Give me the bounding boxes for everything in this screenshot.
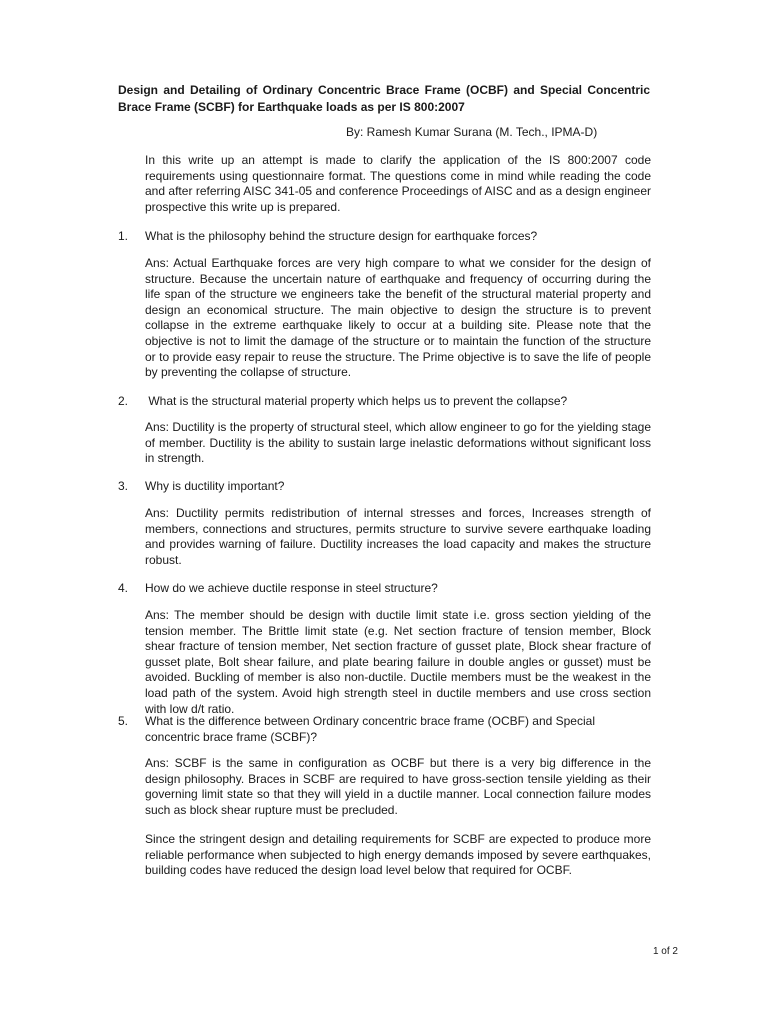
intro-paragraph: In this write up an attempt is made to clarify the application of the IS 800:2007 code requirements using questionnaire format. The questions come in mind while reading the code and after referring AISC 341-05 and conference Proceedings of AISC and as a design engineer prospective this write up is prepared. <box>145 153 651 214</box>
question-text: How do we achieve ductile response in steel structure? <box>145 581 438 595</box>
question-2 <box>118 394 651 410</box>
answer-1: Ans: Actual Earthquake forces are very high compare to what we consider for the design of structure. Because the uncertain nature of earthquake and frequency of occurring during the life span of the structure we engineers take the benefit of the structural material property and design an economical structure. The main objective to design the structure is to prevent collapse in the extreme earthquake likely to occur at a building site. Please note that the objective is not to limit the damage of the structure or to maintain the function of the structure or to provide easy repair to reuse the structure. The Prime objective is to save the life of people by preventing the collapse of structure. <box>145 256 651 380</box>
question-number: 3. <box>118 479 129 493</box>
question-number: 5. <box>118 714 129 728</box>
question-text: What is the philosophy behind the structure design for earthquake forces? <box>145 229 538 243</box>
answer-3: Ans: Ductility permits redistribution of internal stresses and forces, Increases strength of members, connections and structures, permits structure to survive severe earthquake loading and provides warning of failure. Ductility increases the load capacity and makes the structure robust. <box>145 506 651 567</box>
question-number: 4. <box>118 581 129 595</box>
answer-2: Ans: Ductility is the property of structural steel, which allow engineer to go for the yielding stage of member. Ductility is the ability to sustain large inelastic deformations without significant loss in strength. <box>145 420 651 466</box>
question-text: Why is ductility important? <box>145 479 285 493</box>
question-5 <box>118 714 651 745</box>
answer-5: Ans: SCBF is the same in configuration as OCBF but there is a very big difference in the design philosophy. Braces in SCBF are required to have gross-section tensile yielding as their governing limit state so that they will yield in a ductile manner. Local connection failure modes such as block shear rupture must be precluded. <box>145 756 651 817</box>
question-text: What is the structural material property which helps us to prevent the collapse? <box>145 394 568 408</box>
author-byline: By: Ramesh Kumar Surana (M. Tech., IPMA-D) <box>346 125 598 139</box>
question-text: What is the difference between Ordinary concentric brace frame (OCBF) and Special concentric brace frame (SCBF)? <box>145 714 595 744</box>
answer-4: Ans: The member should be design with ductile limit state i.e. gross section yielding of the tension member. The Brittle limit state (e.g. Net section fracture of tension member, Block shear fracture of tension member, Net section fracture of gusset plate, Block shear fracture of gusset plate, Bolt shear failure, and plate bearing failure in double angles or gusset) must be avoided. Buckling of member is also non-ductile. Ductile members must be the weakest in the load path of the system. Avoid high strength steel in ductile members and use cross section with low d/t ratio. <box>145 608 651 716</box>
question-number: 2. <box>118 394 129 408</box>
question-3 <box>118 479 651 495</box>
question-4 <box>118 581 651 597</box>
question-1 <box>118 229 651 245</box>
document-title: Design and Detailing of Ordinary Concentric Brace Frame (OCBF) and Special Concentric Brace Frame (SCBF) for Earthquake loads as per IS 800:2007 <box>118 83 650 114</box>
question-number: 1. <box>118 229 129 243</box>
answer-5-continued: Since the stringent design and detailing requirements for SCBF are expected to produce more reliable performance when subjected to high energy demands imposed by severe earthquakes, building codes have reduced the design load level below that required for OCBF. <box>145 832 651 878</box>
page-number: 1 of 2 <box>652 946 678 957</box>
